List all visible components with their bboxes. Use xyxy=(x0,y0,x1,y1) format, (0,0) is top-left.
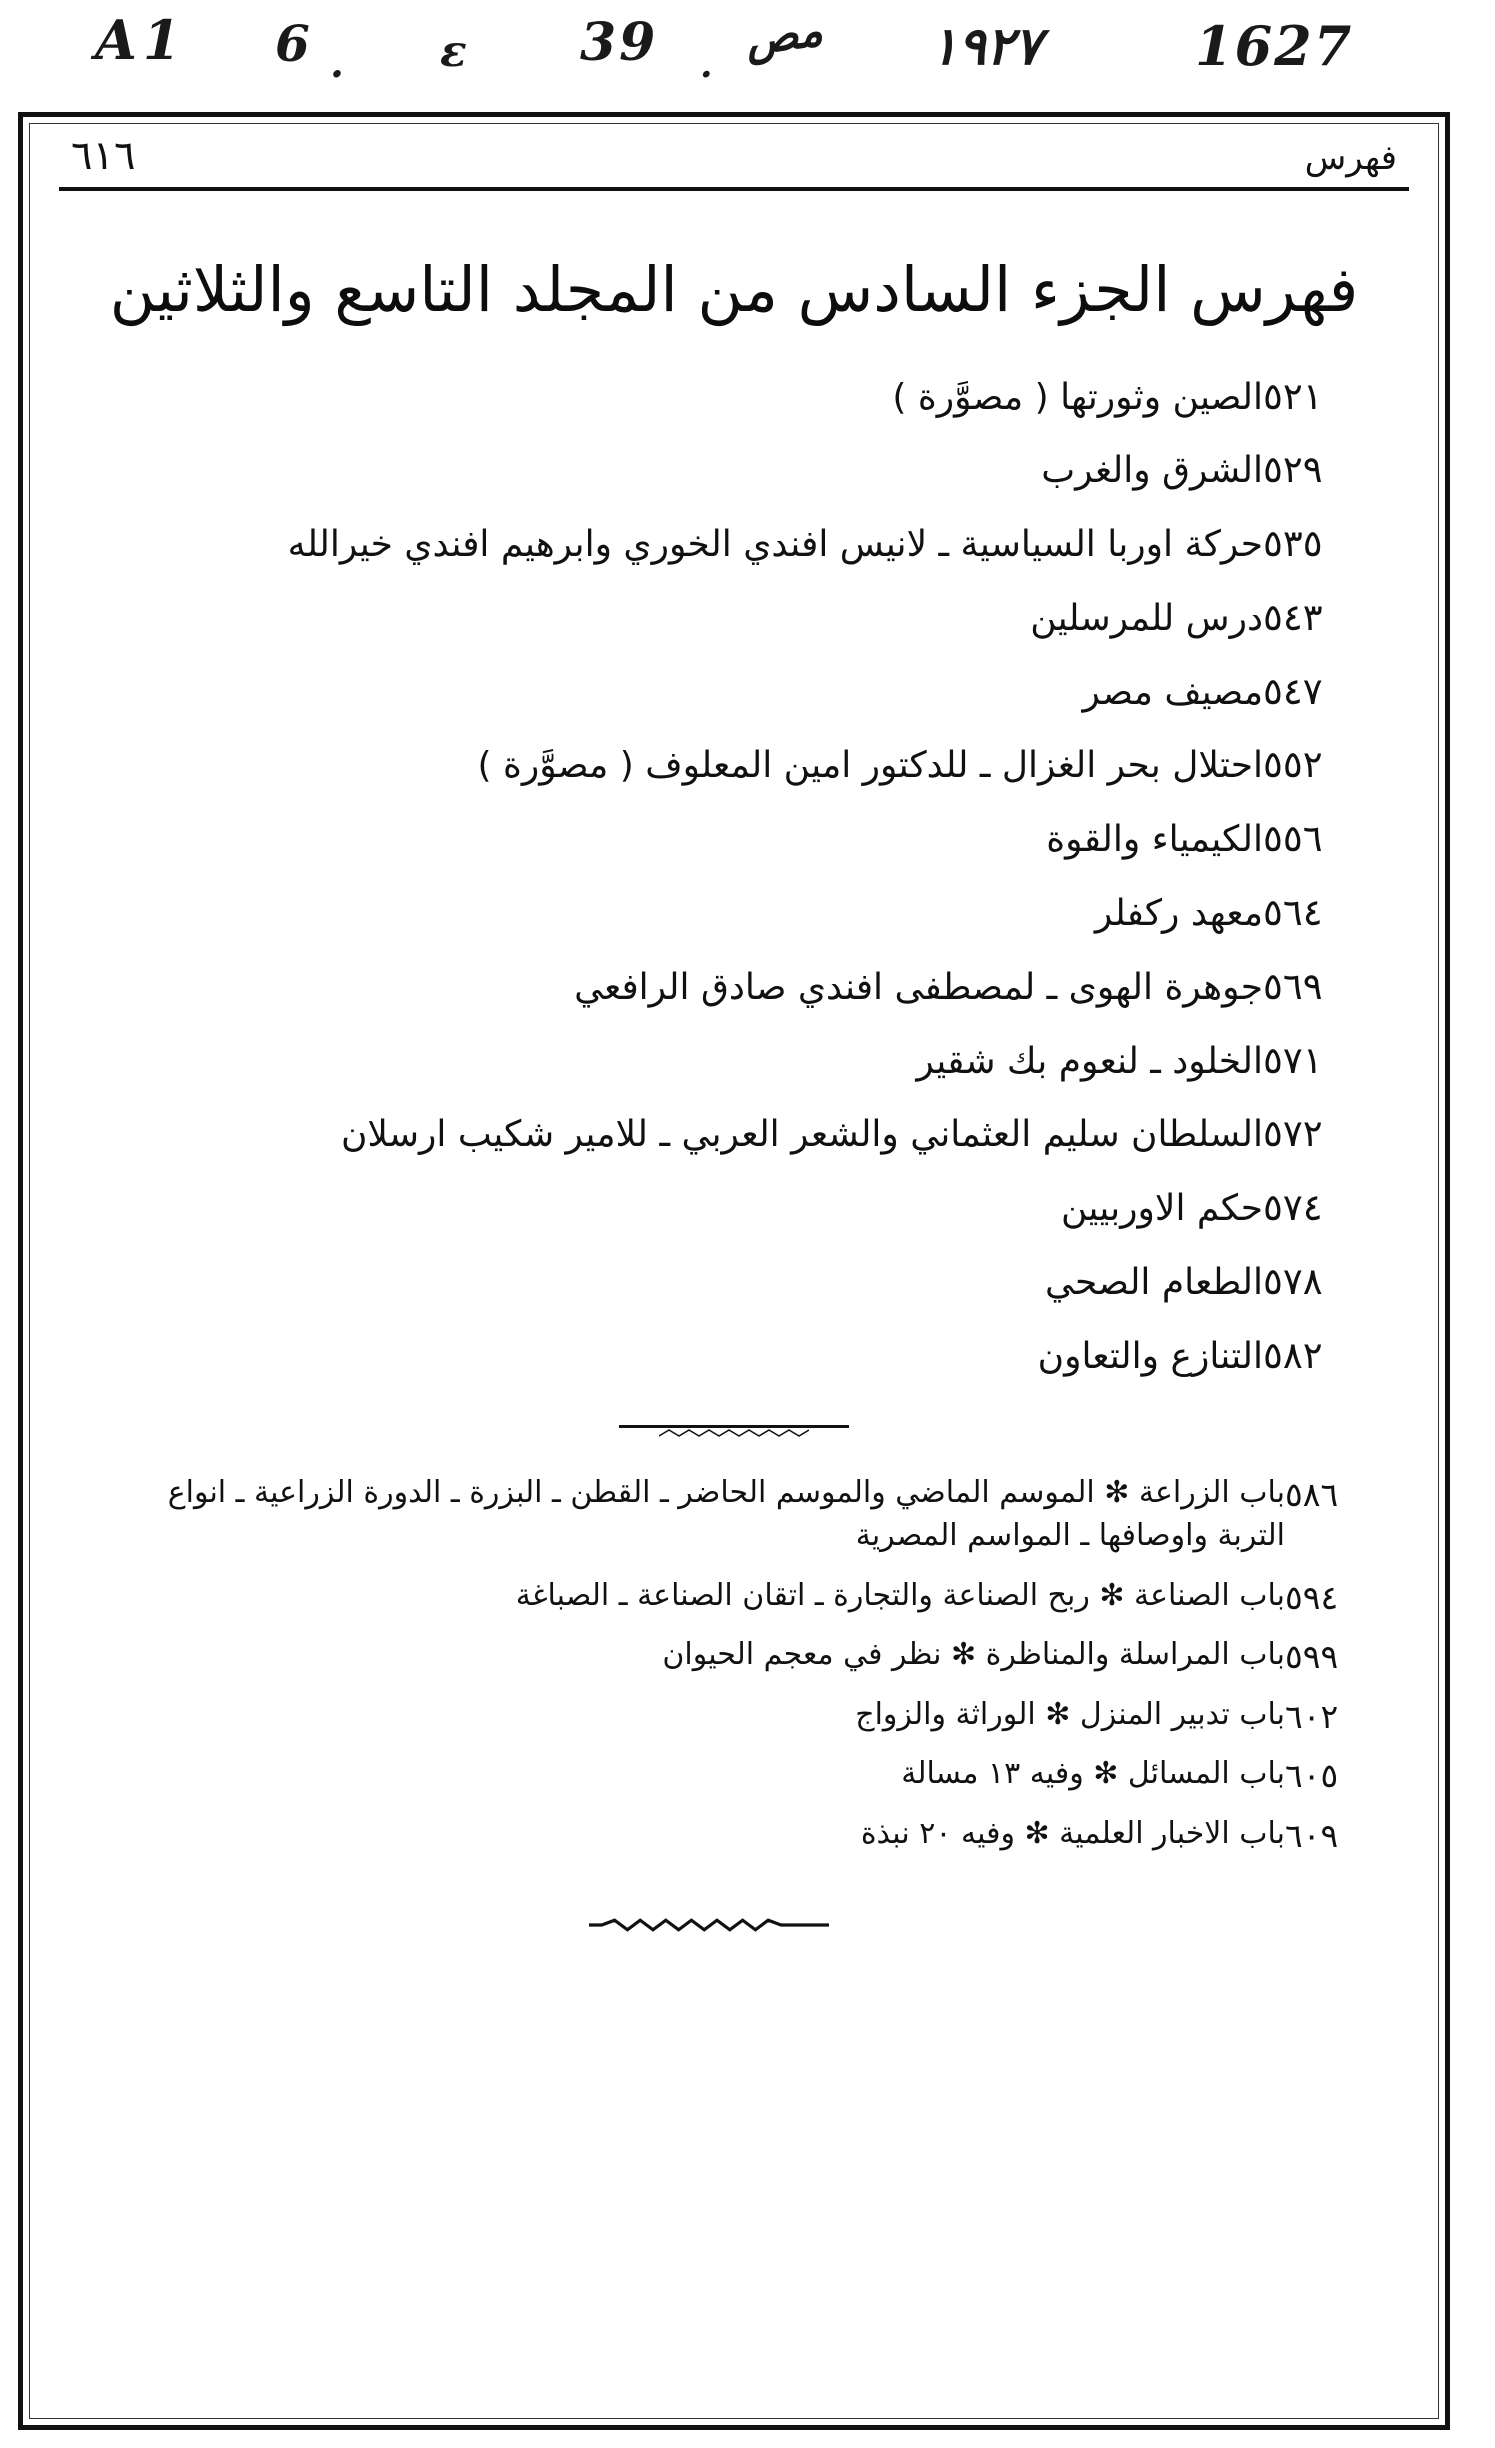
entry-page: ٥٦٩ xyxy=(1263,964,1323,1008)
section-page: ٦٠٩ xyxy=(1285,1815,1339,1855)
section-page: ٦٠٢ xyxy=(1285,1696,1339,1736)
entry-title: احتلال بحر الغزال ـ للدكتور امين المعلوف ( مصوَّرة ) xyxy=(477,745,1263,787)
bottom-zigzag-icon xyxy=(589,1917,829,1933)
section-title: باب الصناعة ✻ ربح الصناعة والتجارة ـ اتقان الصناعة ـ الصباغة xyxy=(515,1577,1285,1613)
section-title: باب المراسلة والمناظرة ✻ نظر في معجم الحيوان xyxy=(662,1637,1285,1673)
list-item xyxy=(87,1186,1381,1233)
entry-page: ٥٧٢ xyxy=(1263,1112,1323,1156)
page-title: فهرس الجزء السادس من المجلد التاسع والثلاثين xyxy=(109,253,1359,326)
list-item xyxy=(79,1693,1389,1737)
entry-title: جوهرة الهوى ـ لمصطفى افندي صادق الرافعي xyxy=(574,966,1263,1008)
sections-list xyxy=(79,1471,1389,1856)
list-item xyxy=(79,1574,1389,1618)
entry-title: الشرق والغرب xyxy=(1041,450,1263,492)
entry-title: السلطان سليم العثماني والشعر العربي ـ للامير شكيب ارسلان xyxy=(340,1114,1263,1156)
entry-title: التنازع والتعاون xyxy=(1037,1335,1263,1377)
running-head xyxy=(53,133,1415,185)
entry-title: الكيمياء والقوة xyxy=(1046,819,1263,861)
list-item xyxy=(87,1334,1381,1381)
list-item xyxy=(87,448,1381,495)
entry-title: حكم الاوربيين xyxy=(1061,1188,1263,1230)
entry-title: حركة اوربا السياسية ـ لانيس افندي الخوري وابرهيم افندي خيرالله xyxy=(287,524,1263,566)
list-item xyxy=(87,743,1381,790)
section-page: ٥٨٦ xyxy=(1285,1474,1339,1514)
entry-title: مصيف مصر xyxy=(1082,671,1263,713)
list-item xyxy=(87,817,1381,864)
entry-title: معهد ركفلر xyxy=(1094,893,1263,935)
entry-page: ٥٥٢ xyxy=(1263,743,1323,787)
entry-title: الطعام الصحي xyxy=(1044,1262,1263,1304)
list-item xyxy=(87,375,1381,422)
bottom-ornament xyxy=(639,1917,829,1933)
entry-title: الصين وثورتها ( مصوَّرة ) xyxy=(892,376,1263,418)
annotation-dot-2: . xyxy=(700,44,713,86)
entry-page: ٥٤٣ xyxy=(1263,595,1323,639)
list-item xyxy=(79,1471,1389,1558)
section-page: ٦٠٥ xyxy=(1285,1756,1339,1796)
annotation-call-number: A1 xyxy=(95,8,187,72)
handwritten-annotations xyxy=(0,0,1495,110)
section-title: باب المسائل ✻ وفيه ١٣ مسالة xyxy=(901,1756,1285,1792)
annotation-western-digits: 1627 xyxy=(1195,14,1354,78)
annotation-dot: . xyxy=(330,40,344,87)
entry-page: ٥٧١ xyxy=(1263,1038,1323,1082)
entry-page: ٥٢١ xyxy=(1263,374,1323,418)
list-item xyxy=(79,1752,1389,1796)
entry-page: ٥٣٥ xyxy=(1263,522,1323,566)
annotation-number-39: 39 xyxy=(580,12,659,73)
annotation-eastern-digits: ١٩٢٧ xyxy=(930,16,1042,77)
entry-page: ٥٦٤ xyxy=(1263,891,1323,935)
list-item xyxy=(87,670,1381,717)
list-item xyxy=(87,596,1381,643)
entry-page: ٥٥٦ xyxy=(1263,817,1323,861)
entry-title: الخلود ـ لنعوم بك شقير xyxy=(916,1040,1263,1082)
list-item xyxy=(87,522,1381,569)
page-content xyxy=(53,133,1415,2405)
list-item xyxy=(79,1633,1389,1677)
entry-page: ٥٢٩ xyxy=(1263,448,1323,492)
entry-page: ٥٨٢ xyxy=(1263,1333,1323,1377)
section-page: ٥٩٤ xyxy=(1285,1577,1339,1617)
section-title: باب الاخبار العلمية ✻ وفيه ٢٠ نبذة xyxy=(860,1815,1285,1851)
list-item xyxy=(87,1112,1381,1159)
folio-number: ٦١٦ xyxy=(71,133,136,179)
section-divider-ornament xyxy=(619,1421,849,1437)
index-list xyxy=(87,375,1381,1381)
page-frame xyxy=(18,112,1450,2430)
section-title: باب الزراعة ✻ الموسم الماضي والموسم الحاضر ـ القطن ـ البزرة ـ الدورة الزراعية ـ انواع التربة واوصافها ـ المواسم المصرية xyxy=(167,1474,1285,1554)
header-rule xyxy=(59,187,1409,191)
running-head-label: فهرس xyxy=(1304,138,1397,178)
list-item xyxy=(79,1812,1389,1856)
entry-title: درس للمرسلين xyxy=(1030,597,1263,639)
entry-page: ٥٧٨ xyxy=(1263,1260,1323,1304)
entry-page: ٥٧٤ xyxy=(1263,1186,1323,1230)
annotation-arabic-mark: مص xyxy=(741,4,826,67)
list-item xyxy=(87,965,1381,1012)
entry-page: ٥٤٧ xyxy=(1263,669,1323,713)
list-item xyxy=(87,1039,1381,1086)
list-item xyxy=(87,1260,1381,1307)
list-item xyxy=(87,891,1381,938)
annotation-digit-six: 6 xyxy=(275,14,310,73)
section-title: باب تدبير المنزل ✻ الوراثة والزواج xyxy=(855,1696,1285,1732)
divider-zigzag-icon xyxy=(659,1428,809,1438)
annotation-epsilon: ε xyxy=(440,26,467,77)
section-page: ٥٩٩ xyxy=(1285,1637,1339,1677)
